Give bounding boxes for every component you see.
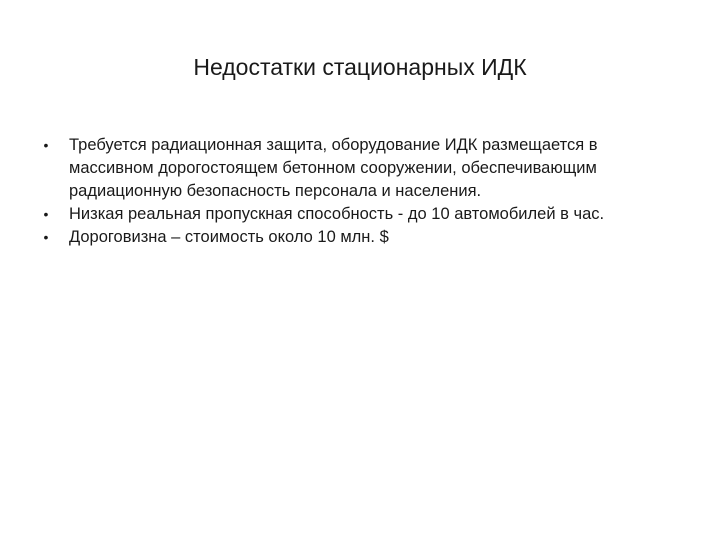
- bullet-icon: •: [43, 229, 49, 245]
- bullet-icon: •: [43, 206, 49, 222]
- bullet-text: Требуется радиационная защита, оборудование ИДК размещается в массивном дорогостоящем бетонном сооружении, обеспечивающим радиационную безопасность персонала и населения.: [69, 136, 598, 200]
- bullet-text: Дороговизна – стоимость около 10 млн. $: [69, 228, 389, 246]
- list-item: [36, 203, 686, 226]
- bullet-text: Низкая реальная пропускная способность - до 10 автомобилей в час.: [69, 205, 605, 223]
- list-item: [36, 134, 686, 203]
- bullet-icon: •: [43, 137, 49, 153]
- bullet-list: [36, 134, 686, 249]
- list-item: [36, 226, 686, 249]
- slide-title: Недостатки стационарных ИДК: [193, 54, 527, 80]
